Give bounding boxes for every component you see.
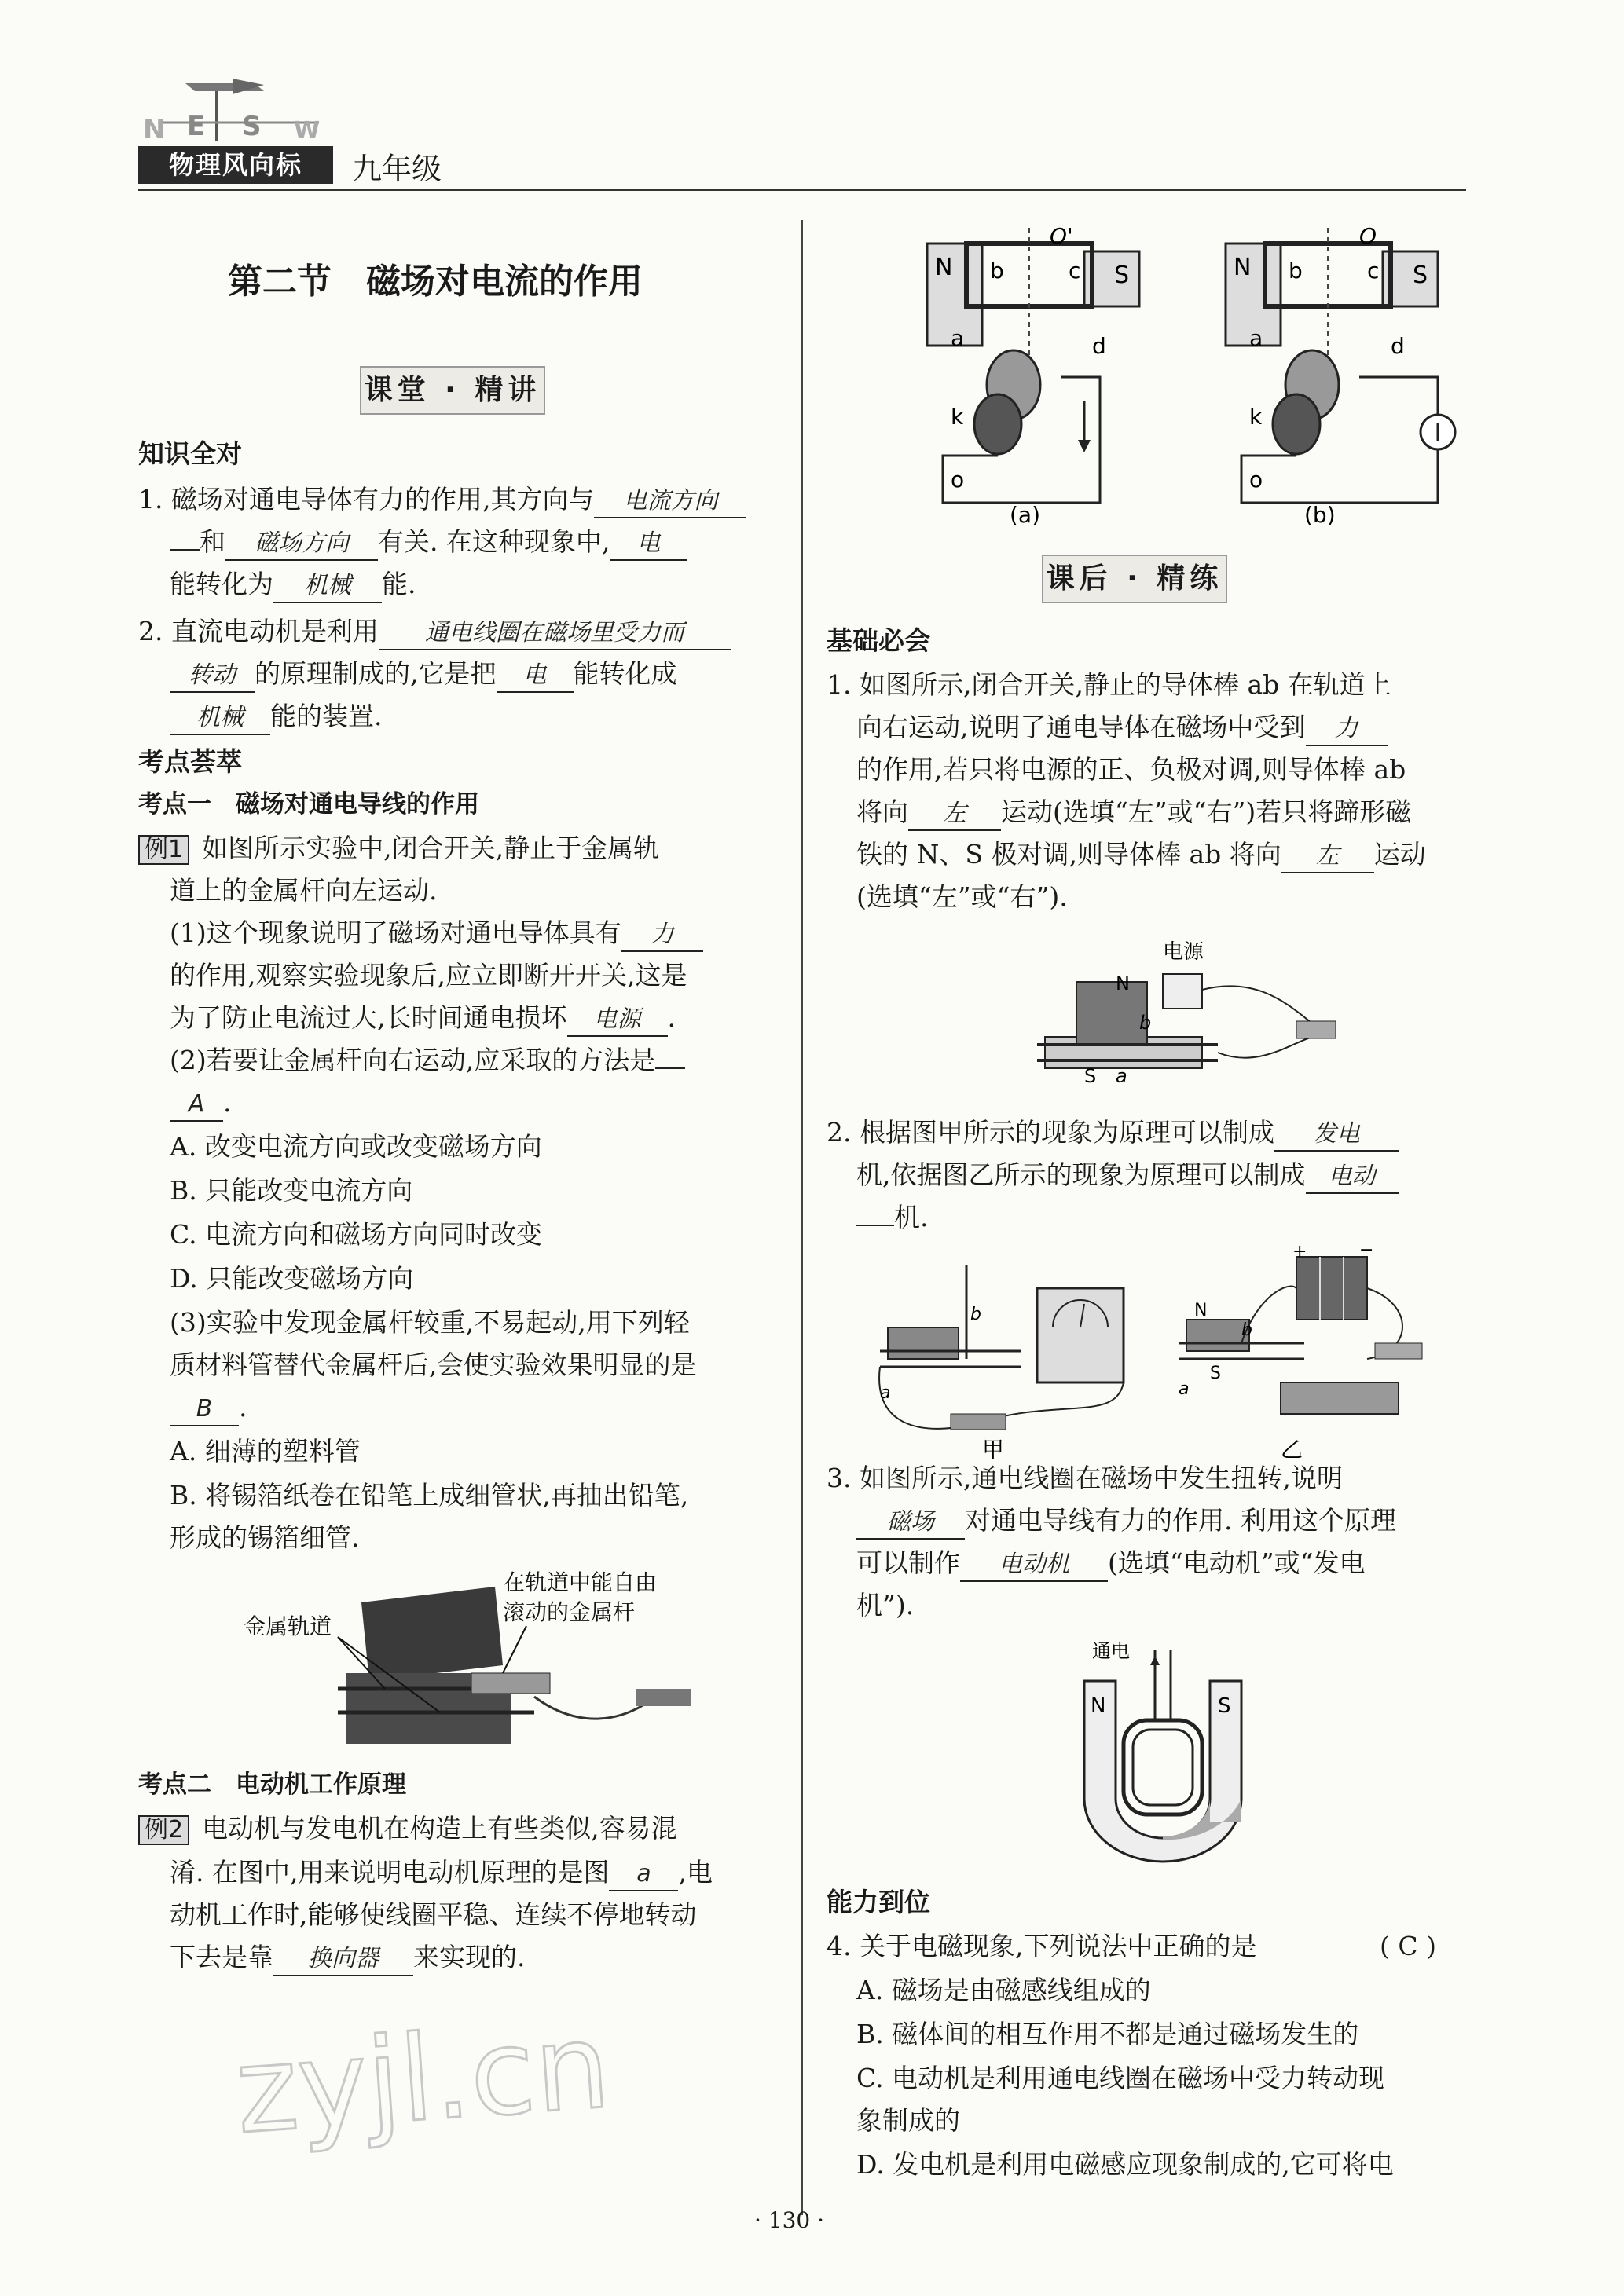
- q4-option-c1: C. 电动机是利用通电线圈在磁场中受力转动现: [856, 2063, 1385, 2093]
- q4-option-a: A. 磁场是由磁感线组成的: [856, 1975, 1151, 2005]
- q2-fig-n-yi: N: [1194, 1301, 1208, 1320]
- q1-line5: 铁的 N、S 极对调,则导体棒 ab 将向 左 运动: [856, 839, 1426, 873]
- answer-blank: [655, 1067, 685, 1069]
- q4-answer: ( C ): [1380, 1931, 1436, 1961]
- grade-label: 九年级: [352, 152, 442, 186]
- rail-label-1: 金属轨道: [244, 1613, 332, 1639]
- brand-letter-n: N: [143, 114, 166, 143]
- q1-fig-power-label: 电源: [1163, 940, 1204, 964]
- answer-blank: 电源: [567, 1004, 668, 1037]
- example1-option-c: C. 电流方向和磁场方向同时改变: [170, 1219, 543, 1250]
- q3-line2: 磁场 对通电导线有力的作用. 利用这个原理: [856, 1505, 1396, 1540]
- answer-blank: 电: [497, 660, 574, 693]
- header-rule: [138, 189, 1466, 191]
- example1-q2-line2: A .: [170, 1087, 232, 1122]
- q1-line2: 向右运动,说明了通电导体在磁场中受到 力: [856, 712, 1388, 746]
- label-o-b: o: [1249, 467, 1263, 493]
- answer-blank: B: [170, 1393, 239, 1426]
- knowledge-1-line3: 能转化为 机械 能.: [170, 569, 416, 603]
- answer-blank: 电: [610, 528, 687, 561]
- q3-fig-s: S: [1218, 1694, 1231, 1718]
- q4-line1: 4. 关于电磁现象,下列说法中正确的是: [827, 1931, 1257, 1961]
- q1-fig-s: S: [1084, 1065, 1097, 1084]
- example2-line4: 下去是靠 换向器 来实现的.: [170, 1942, 526, 1976]
- label-c-b: c: [1367, 258, 1380, 284]
- label-d-b: d: [1391, 333, 1405, 359]
- page-number: · 130 ·: [754, 2207, 825, 2233]
- answer-blank: [170, 549, 200, 551]
- example1-q3-line2: 质材料管替代金属杆后,会使实验效果明显的是: [170, 1349, 697, 1380]
- q2-fig-a-jia: a: [880, 1383, 891, 1403]
- q1-fig-n: N: [1116, 972, 1130, 994]
- label-b-b: b: [1289, 258, 1303, 284]
- q2-fig-a-yi: a: [1179, 1379, 1190, 1399]
- answer-blank: 换向器: [273, 1943, 413, 1976]
- answer-blank: 左: [1281, 840, 1374, 873]
- rail-label-2: 在轨道中能自由: [503, 1571, 658, 1595]
- answer-blank: 发电: [1274, 1119, 1399, 1152]
- label-n-a: N: [935, 254, 953, 281]
- label-c-a: c: [1069, 258, 1081, 284]
- answer-blank: 电动机: [960, 1549, 1108, 1582]
- weather-vane-icon: [138, 71, 343, 143]
- q4-option-d: D. 发电机是利用电磁感应现象制成的,它可将电: [856, 2149, 1394, 2180]
- brand-letter-s: S: [242, 111, 262, 142]
- label-b-a: b: [990, 258, 1004, 284]
- example1-q3-option-b2: 形成的锡箔细管.: [170, 1522, 360, 1553]
- q2-fig-minus-yi: −: [1359, 1241, 1374, 1260]
- example1-q3-line3: B .: [170, 1392, 247, 1426]
- answer-blank: 磁场: [856, 1507, 965, 1540]
- q2-figure-yi: [1179, 1241, 1422, 1461]
- q3-line4: 机”).: [856, 1590, 915, 1620]
- example2-badge: 例2: [138, 1815, 189, 1845]
- label-a-a: a: [951, 325, 965, 351]
- knowledge-heading: 知识全对: [138, 438, 242, 469]
- knowledge-1-line2: 和 磁场方向 有关. 在这种现象中, 电: [170, 526, 687, 561]
- answer-blank: a: [609, 1858, 678, 1891]
- banner-class-lecture: 课堂 · 精讲: [360, 366, 545, 415]
- label-s-a: S: [1114, 262, 1130, 289]
- answer-blank: A: [170, 1089, 223, 1122]
- motor-b: [1226, 223, 1455, 526]
- rail-figure: [236, 1571, 723, 1752]
- brand-letter-w: W: [294, 117, 321, 143]
- q4-option-c2: 象制成的: [856, 2105, 960, 2136]
- example2-line3: 动机工作时,能够使线圈平稳、连续不停地转动: [170, 1899, 697, 1930]
- label-a-b: a: [1249, 325, 1263, 351]
- label-k-a: k: [951, 404, 964, 430]
- answer-blank: 电动: [1306, 1161, 1399, 1194]
- knowledge-2-line1: 2. 直流电动机是利用 通电线圈在磁场里受力而: [138, 616, 731, 650]
- caption-b: (b): [1304, 502, 1336, 526]
- basic-heading: 基础必会: [827, 625, 930, 656]
- example1-q1-line2: 的作用,观察实验现象后,应立即断开开关,这是: [170, 960, 687, 991]
- q1-line4: 将向 左 运动(选填“左”或“右”)若只将蹄形磁: [856, 796, 1411, 831]
- section-title: 第二节 磁场对电流的作用: [228, 262, 643, 302]
- label-s-b: S: [1413, 262, 1428, 289]
- caption-yi: 乙: [1281, 1437, 1303, 1461]
- example1-q3-line1: (3)实验中发现金属杆较重,不易起动,用下列轻: [170, 1307, 690, 1338]
- series-badge: 物理风向标: [138, 146, 333, 184]
- caption-jia: 甲: [982, 1437, 1005, 1461]
- example1-q1-line3: 为了防止电流过大,长时间通电损坏 电源 .: [170, 1002, 676, 1037]
- q1-line6: (选填“左”或“右”).: [856, 881, 1068, 912]
- q3-line1: 3. 如图所示,通电线圈在磁场中发生扭转,说明: [827, 1463, 1343, 1493]
- label-k-b: k: [1249, 404, 1263, 430]
- watermark: zyjl.cn: [231, 1998, 614, 2161]
- example1-line1: 例1 如图所示实验中,闭合开关,静止于金属轨: [138, 833, 659, 865]
- q2-line1: 2. 根据图甲所示的现象为原理可以制成 发电: [827, 1117, 1399, 1152]
- label-o2-b: O: [1359, 223, 1377, 249]
- example1-line2: 道上的金属杆向左运动.: [170, 875, 438, 906]
- q2-fig-b-yi: b: [1241, 1320, 1252, 1340]
- q2-fig-plus-yi: +: [1292, 1242, 1307, 1262]
- answer-blank: 电流方向: [594, 485, 746, 518]
- q2-fig-b-jia: b: [970, 1305, 981, 1324]
- example2-line1: 例2 电动机与发电机在构造上有些类似,容易混: [138, 1813, 677, 1845]
- q2-figure-jia: [879, 1265, 1124, 1461]
- example1-option-a: A. 改变电流方向或改变磁场方向: [170, 1131, 542, 1162]
- example1-q2-line1: (2)若要让金属杆向右运动,应采取的方法是: [170, 1045, 685, 1076]
- column-divider: [801, 220, 803, 2215]
- answer-blank: 机械: [273, 570, 382, 603]
- q4-option-b: B. 磁体间的相互作用不都是通过磁场发生的: [856, 2019, 1359, 2049]
- point1-heading: 考点一 磁场对通电导线的作用: [138, 790, 479, 818]
- example1-q3-option-a: A. 细薄的塑料管: [170, 1436, 361, 1467]
- q3-fig-label: 通电: [1092, 1640, 1130, 1662]
- q1-line3: 的作用,若只将电源的正、负极对调,则导体棒 ab: [856, 754, 1406, 785]
- answer-blank: [856, 1225, 894, 1226]
- q3-line3: 可以制作 电动机 (选填“电动机”或“发电: [856, 1547, 1366, 1582]
- q3-figure: [1069, 1634, 1257, 1869]
- label-o1-a: O': [1050, 223, 1073, 249]
- motor-figure: [911, 220, 1461, 526]
- caption-a: (a): [1010, 502, 1041, 526]
- answer-blank: 通电线圈在磁场里受力而: [379, 617, 731, 650]
- q3-fig-n: N: [1091, 1694, 1106, 1718]
- label-d-a: d: [1092, 333, 1106, 359]
- q1-fig-a: a: [1116, 1065, 1127, 1084]
- example1-q1-line1: (1)这个现象说明了磁场对通电导体具有 力: [170, 917, 703, 952]
- rail-label-3: 滚动的金属杆: [503, 1599, 636, 1625]
- answer-blank: 力: [1306, 713, 1388, 746]
- q1-fig-b: b: [1139, 1012, 1152, 1034]
- q1-line1: 1. 如图所示,闭合开关,静止的导体棒 ab 在轨道上: [827, 669, 1391, 700]
- header-logo: [138, 71, 343, 143]
- knowledge-2-line3: 机械 能的装置.: [170, 701, 383, 735]
- q2-figure: [864, 1241, 1461, 1461]
- motor-a: [927, 223, 1139, 526]
- label-o-a: o: [951, 467, 965, 493]
- answer-blank: 磁场方向: [225, 528, 378, 561]
- q2-line2: 机,依据图乙所示的现象为原理可以制成 电动: [856, 1159, 1399, 1194]
- example2-line2: 淆. 在图中,用来说明电动机原理的是图 a ,电: [170, 1857, 713, 1891]
- example1-q3-option-b: B. 将锡箔纸卷在铅笔上成细管状,再抽出铅笔,: [170, 1480, 689, 1511]
- point2-heading: 考点二 电动机工作原理: [138, 1771, 406, 1799]
- answer-blank: 机械: [170, 702, 270, 735]
- answer-blank: 转动: [170, 660, 255, 693]
- answer-blank: 力: [621, 919, 703, 952]
- q2-line3: 机.: [856, 1202, 929, 1233]
- knowledge-2-line2: 转动 的原理制成的,它是把 电 能转化成: [170, 658, 677, 693]
- points-heading: 考点荟萃: [138, 746, 242, 777]
- q1-figure: [1029, 927, 1344, 1084]
- example1-option-d: D. 只能改变磁场方向: [170, 1263, 414, 1294]
- answer-blank: 左: [908, 798, 1001, 831]
- example1-badge: 例1: [138, 835, 189, 865]
- brand-letter-e: E: [187, 111, 206, 142]
- q2-fig-s-yi: S: [1210, 1364, 1221, 1383]
- example1-option-b: B. 只能改变电流方向: [170, 1175, 413, 1206]
- label-n-b: N: [1234, 254, 1252, 281]
- ability-heading: 能力到位: [827, 1887, 930, 1917]
- banner-after-class: 课后 · 精练: [1042, 555, 1227, 603]
- knowledge-1-line1: 1. 磁场对通电导体有力的作用,其方向与 电流方向: [138, 484, 746, 518]
